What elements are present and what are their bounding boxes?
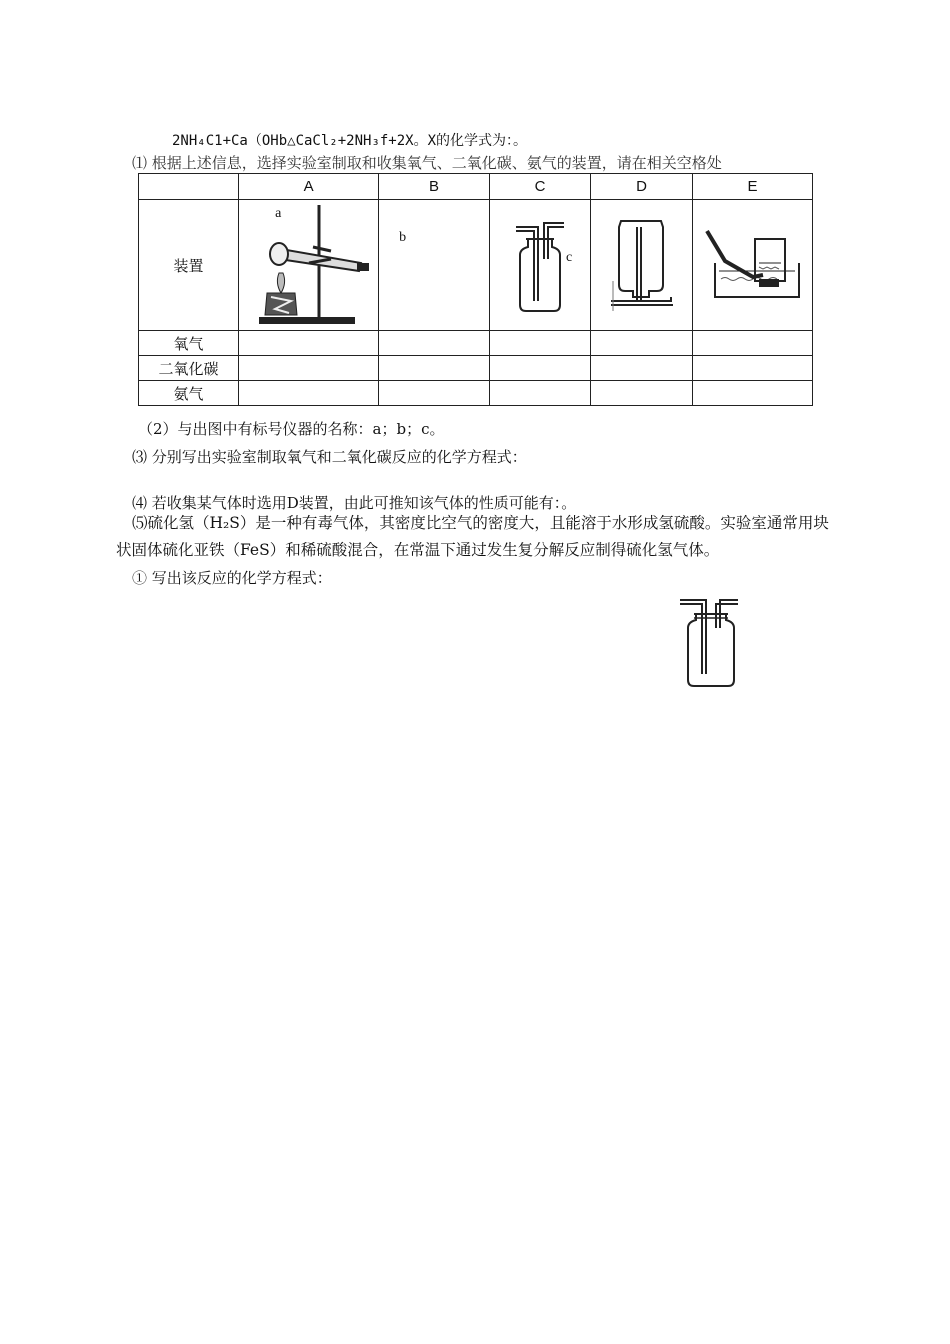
answer-cell[interactable] [693, 356, 813, 381]
answer-cell[interactable] [693, 331, 813, 356]
equation-line: 2NH₄C1+Ca（OHb△CaCl₂+2NH₃f+2X。X的化学式为：。 [172, 133, 528, 149]
device-a-cell [239, 200, 379, 331]
answer-cell[interactable] [379, 381, 490, 406]
answer-cell[interactable] [590, 331, 692, 356]
question-5-1: ① 写出该反应的化学方程式： [132, 569, 332, 587]
mark-b: b [399, 230, 407, 245]
water-trough-figure [693, 201, 812, 329]
answer-cell[interactable] [693, 381, 813, 406]
header-col-c: C [489, 174, 590, 200]
header-col-a: A [239, 174, 379, 200]
device-b-cell [379, 200, 490, 331]
answer-cell[interactable] [239, 356, 379, 381]
answer-cell[interactable] [379, 356, 490, 381]
gas-label-oxygen: 氧气 [139, 331, 239, 356]
apparatus-table [138, 173, 813, 406]
question-3: ⑶ 分别写出实验室制取氧气和二氧化碳反应的化学方程式： [132, 448, 527, 466]
gas-bottle-figure [676, 594, 746, 690]
device-e-cell [693, 200, 813, 331]
answer-cell[interactable] [489, 381, 590, 406]
cut-instruction-line: ⑴ 根据上述信息，选择实验室制取和收集氧气、二氧化碳、氨气的装置，请在相关空格处 [132, 154, 722, 172]
heating-apparatus-figure [239, 201, 378, 329]
inverted-bottle-figure [591, 201, 692, 329]
device-row [139, 200, 813, 331]
answer-cell[interactable] [489, 331, 590, 356]
answer-cell[interactable] [489, 356, 590, 381]
question-4: ⑷ 若收集某气体时选用D装置，由此可推知该气体的性质可能有：。 [132, 494, 577, 512]
header-col-b: B [379, 174, 490, 200]
answer-cell[interactable] [590, 381, 692, 406]
question-2: （2）与出图中有标号仪器的名称：a；b；c。 [138, 420, 445, 438]
answer-cell[interactable] [590, 356, 692, 381]
answer-cell[interactable] [379, 331, 490, 356]
gas-label-ammonia: 氨气 [139, 381, 239, 406]
gas-washing-bottle-figure [490, 201, 590, 329]
answer-cell[interactable] [239, 381, 379, 406]
mark-a: a [275, 206, 282, 221]
gas-row-ammonia [139, 381, 813, 406]
device-d-cell [590, 200, 692, 331]
table-header-row [139, 174, 813, 200]
answer-cell[interactable] [239, 331, 379, 356]
gas-row-oxygen [139, 331, 813, 356]
device-row-label: 装置 [139, 200, 239, 331]
question-5: ⑸硫化氢（H₂S）是一种有毒气体，其密度比空气的密度大，且能溶于水形成氢硫酸。实验室通常用块状固体硫化亚铁（FeS）和稀硫酸混合，在常温下通过发生复分解反应制得硫化氢气体。 [116, 514, 829, 559]
mark-c: c [565, 250, 573, 265]
header-blank [139, 174, 239, 200]
gas-row-co2 [139, 356, 813, 381]
gas-label-co2: 二氧化碳 [139, 356, 239, 381]
header-col-d: D [590, 174, 692, 200]
header-col-e: E [693, 174, 813, 200]
device-c-cell [489, 200, 590, 331]
